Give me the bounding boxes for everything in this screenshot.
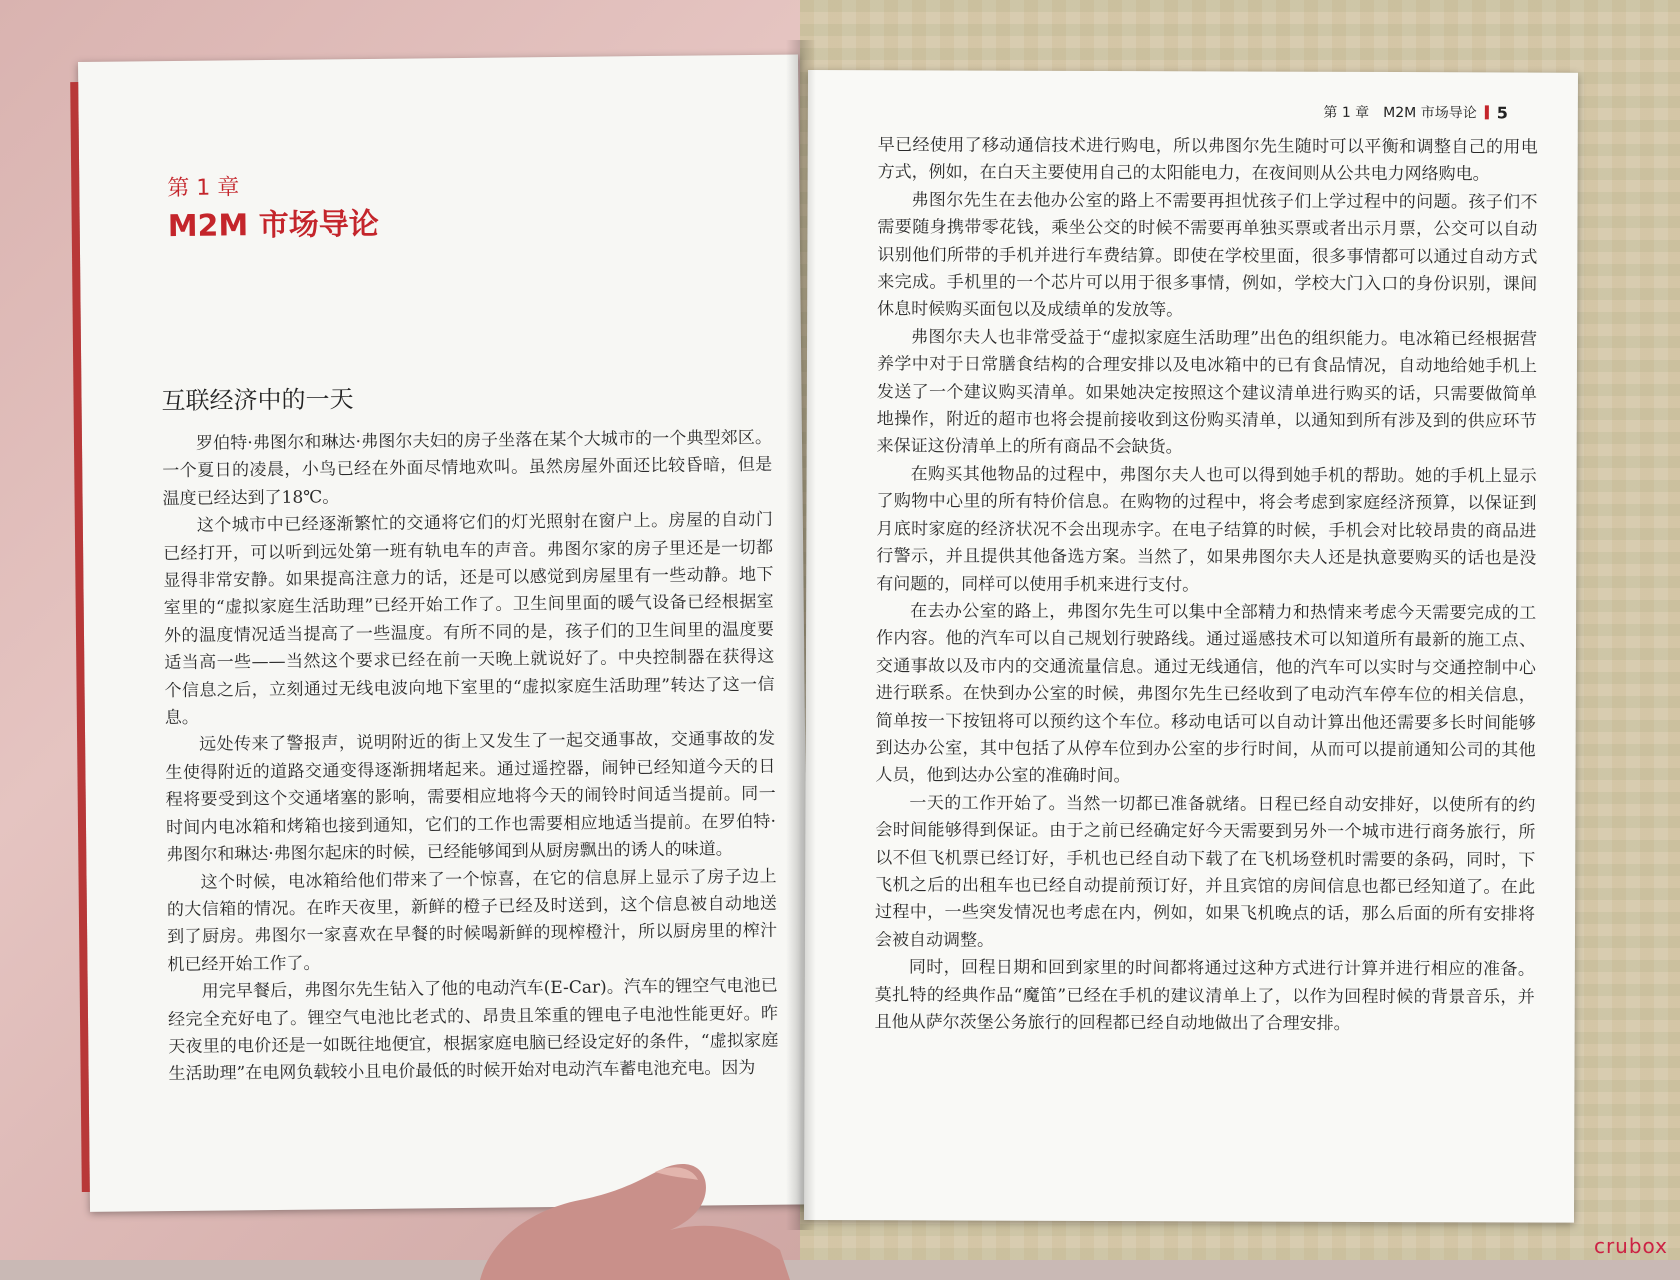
paragraph: 同时，回程日期和回到家里的时间都将通过这种方式进行计算并进行相应的准备。莫扎特的经典作品“魔笛”已经在手机的建议清单上了，以作为回程时候的背景音乐，并且他从萨尔茨堡公务旅行的回程都已经自动地做出了合理安排。 [874, 957, 1535, 1034]
paragraph: 在购买其他物品的过程中，弗图尔夫人也可以得到她手机的帮助。她的手机上显示了购物中心里的所有特价信息。在购物的过程中，将会考虑到家庭经济预算，以保证到月底时家庭的经济状况不会出现赤字。在电子结算的时候，手机会对比较昂贵的商品进行警示，并且提供其他备选方案。当然了，如果弗图尔夫人还是执意要购买的话也是没有问题的，同样可以使用手机来进行支付。 [876, 464, 1537, 595]
paragraph: 在去办公室的路上，弗图尔先生可以集中全部精力和热情来考虑今天需要完成的工作内容。他的汽车可以自己规划行驶路线。通过遥感技术可以知道所有最新的施工点、交通事故以及市内的交通流量信息。通过无线通信，他的汽车可以实时与交通控制中心进行联系。在快到办公室的时候，弗图尔先生已经收到了电动汽车停车位的相关信息，简单按一下按钮将可以预约这个车位。移动电话可以自动计算出他还需要多长时间能够到达办公室，其中包括了从停车位到办公室的步行时间，从而可以提前通知公司的其他人员，他到达办公室的准确时间。 [875, 601, 1537, 787]
paragraph: 罗伯特·弗图尔和琳达·弗图尔夫妇的房子坐落在某个大城市的一个典型郊区。一个夏日的凌晨，小鸟已经在外面尽情地欢叫。虽然房屋外面还比较昏暗，但是温度已经达到了18℃。 [162, 427, 773, 509]
paragraph: 这个时候，电冰箱给他们带来了一个惊喜，在它的信息屏上显示了房子边上的大信箱的情况。在昨天夜里，新鲜的橙子已经及时送到，这个信息被自动地送到了厨房。弗图尔一家喜欢在早餐的时候喝新鲜的现榨橙汁，所以厨房里的榨汁机已经开始工作了。 [166, 866, 778, 975]
paragraph: 这个城市中已经逐渐繁忙的交通将它们的灯光照射在窗户上。房屋的自动门已经打开，可以听到远处第一班有轨电车的声音。弗图尔家的房子里还是一切都显得非常安静。如果提高注意力的话，还是可以感觉到房屋里有一些动静。地下室里的“虚拟家庭生活助理”已经开始工作了。卫生间里面的暖气设备已经根据室外的温度情况适当提高了一些温度。有所不同的是，孩子们的卫生间里的温度要适当高一些——当然这个要求已经在前一天晚上就说好了。中央控制器在获得这个信息之后，立刻通过无线电波向地下室里的“虚拟家庭生活助理”转达了这一信息。 [163, 509, 775, 729]
chapter-title: M2M 市场导论 [167, 206, 379, 245]
running-head-title: 第 1 章 M2M 市场导论 [1323, 104, 1477, 122]
paragraph: 远处传来了警报声，说明附近的街上又发生了一起交通事故，交通事故的发生使得附近的道路交通变得逐渐拥堵起来。通过遥控器，闹钟已经知道今天的日程将要受到这个交通堵塞的影响，需要相应地将今天的闹铃时间适当提前。同一时间内电冰箱和烤箱也接到通知，它们的工作也需要相应地适当提前。在罗伯特·弗图尔和琳达·弗图尔起床的时候，已经能够闻到从厨房飘出的诱人的味道。 [165, 729, 777, 866]
chapter-label: 第 1 章 [167, 175, 240, 202]
left-body-text [162, 425, 779, 1089]
running-head [1323, 102, 1508, 123]
paragraph: 一天的工作开始了。当然一切都已准备就绪。日程已经自动安排好，以使所有的约会时间能够得到保证。由于之前已经确定好今天需要到另外一个城市进行商务旅行，所以不但飞机票已经订好，手机也已经自动下载了在飞机场登机时需要的条码，同时，下飞机之后的出租车也已经自动提前预订好，并且宾馆的房间信息也都已经知道了。在此过程中，一些突发情况也考虑在内，例如，如果飞机晚点的话，那么后面的所有安排将会被自动调整。 [874, 793, 1536, 951]
section-title: 互联经济中的一天 [161, 385, 354, 416]
page-number: 5 [1496, 102, 1508, 122]
thumb-image [470, 1150, 790, 1280]
left-page [78, 54, 810, 1211]
running-head-divider [1485, 105, 1489, 119]
right-body-text [875, 132, 1538, 1039]
book-spine-shadow [786, 40, 816, 1230]
watermark: crubox [1593, 1234, 1668, 1258]
paragraph: 弗图尔夫人也非常受益于“虚拟家庭生活助理”出色的组织能力。电冰箱已经根据营养学中对于日常膳食结构的合理安排以及电冰箱中的已有食品情况，自动地给她手机上发送了一个建议购买清单。如果她决定按照这个建议清单进行购买的话，只需要做简单地操作，附近的超市也将会提前接收到这份购买清单，以通知到所有涉及到的供应环节来保证这份清单上的所有商品不会缺货。 [876, 327, 1538, 458]
paragraph: 用完早餐后，弗图尔先生钻入了他的电动汽车(E-Car)。汽车的锂空气电池已经完全充好电了。锂空气电池比老式的、昂贵且笨重的锂电子电池性能更好。昨天夜里的电价还是一如既往地便宜，根据家庭电脑已经设定好的条件，“虚拟家庭生活助理”在电网负载较小且电价最低的时候开始对电动汽车蓄电池充电。因为 [167, 975, 779, 1085]
paragraph-continued: 早已经使用了移动通信技术进行购电，所以弗图尔先生随时可以平衡和调整自己的用电方式，例如，在白天主要使用自己的太阳能电力，在夜间则从公共电力网络购电。 [877, 135, 1538, 185]
paragraph: 弗图尔先生在去他办公室的路上不需要再担忧孩子们上学过程中的问题。孩子们不需要随身携带零花钱，乘坐公交的时候不需要再单独买票或者出示月票，公交可以自动识别他们所带的手机并进行车费结算。即使在学校里面，很多事情都可以通过自动方式来完成。手机里的一个芯片可以用于很多事情，例如，学校大门入口的身份识别，课间休息时候购买面包以及成绩单的发放等。 [877, 190, 1538, 321]
right-page [804, 70, 1578, 1223]
